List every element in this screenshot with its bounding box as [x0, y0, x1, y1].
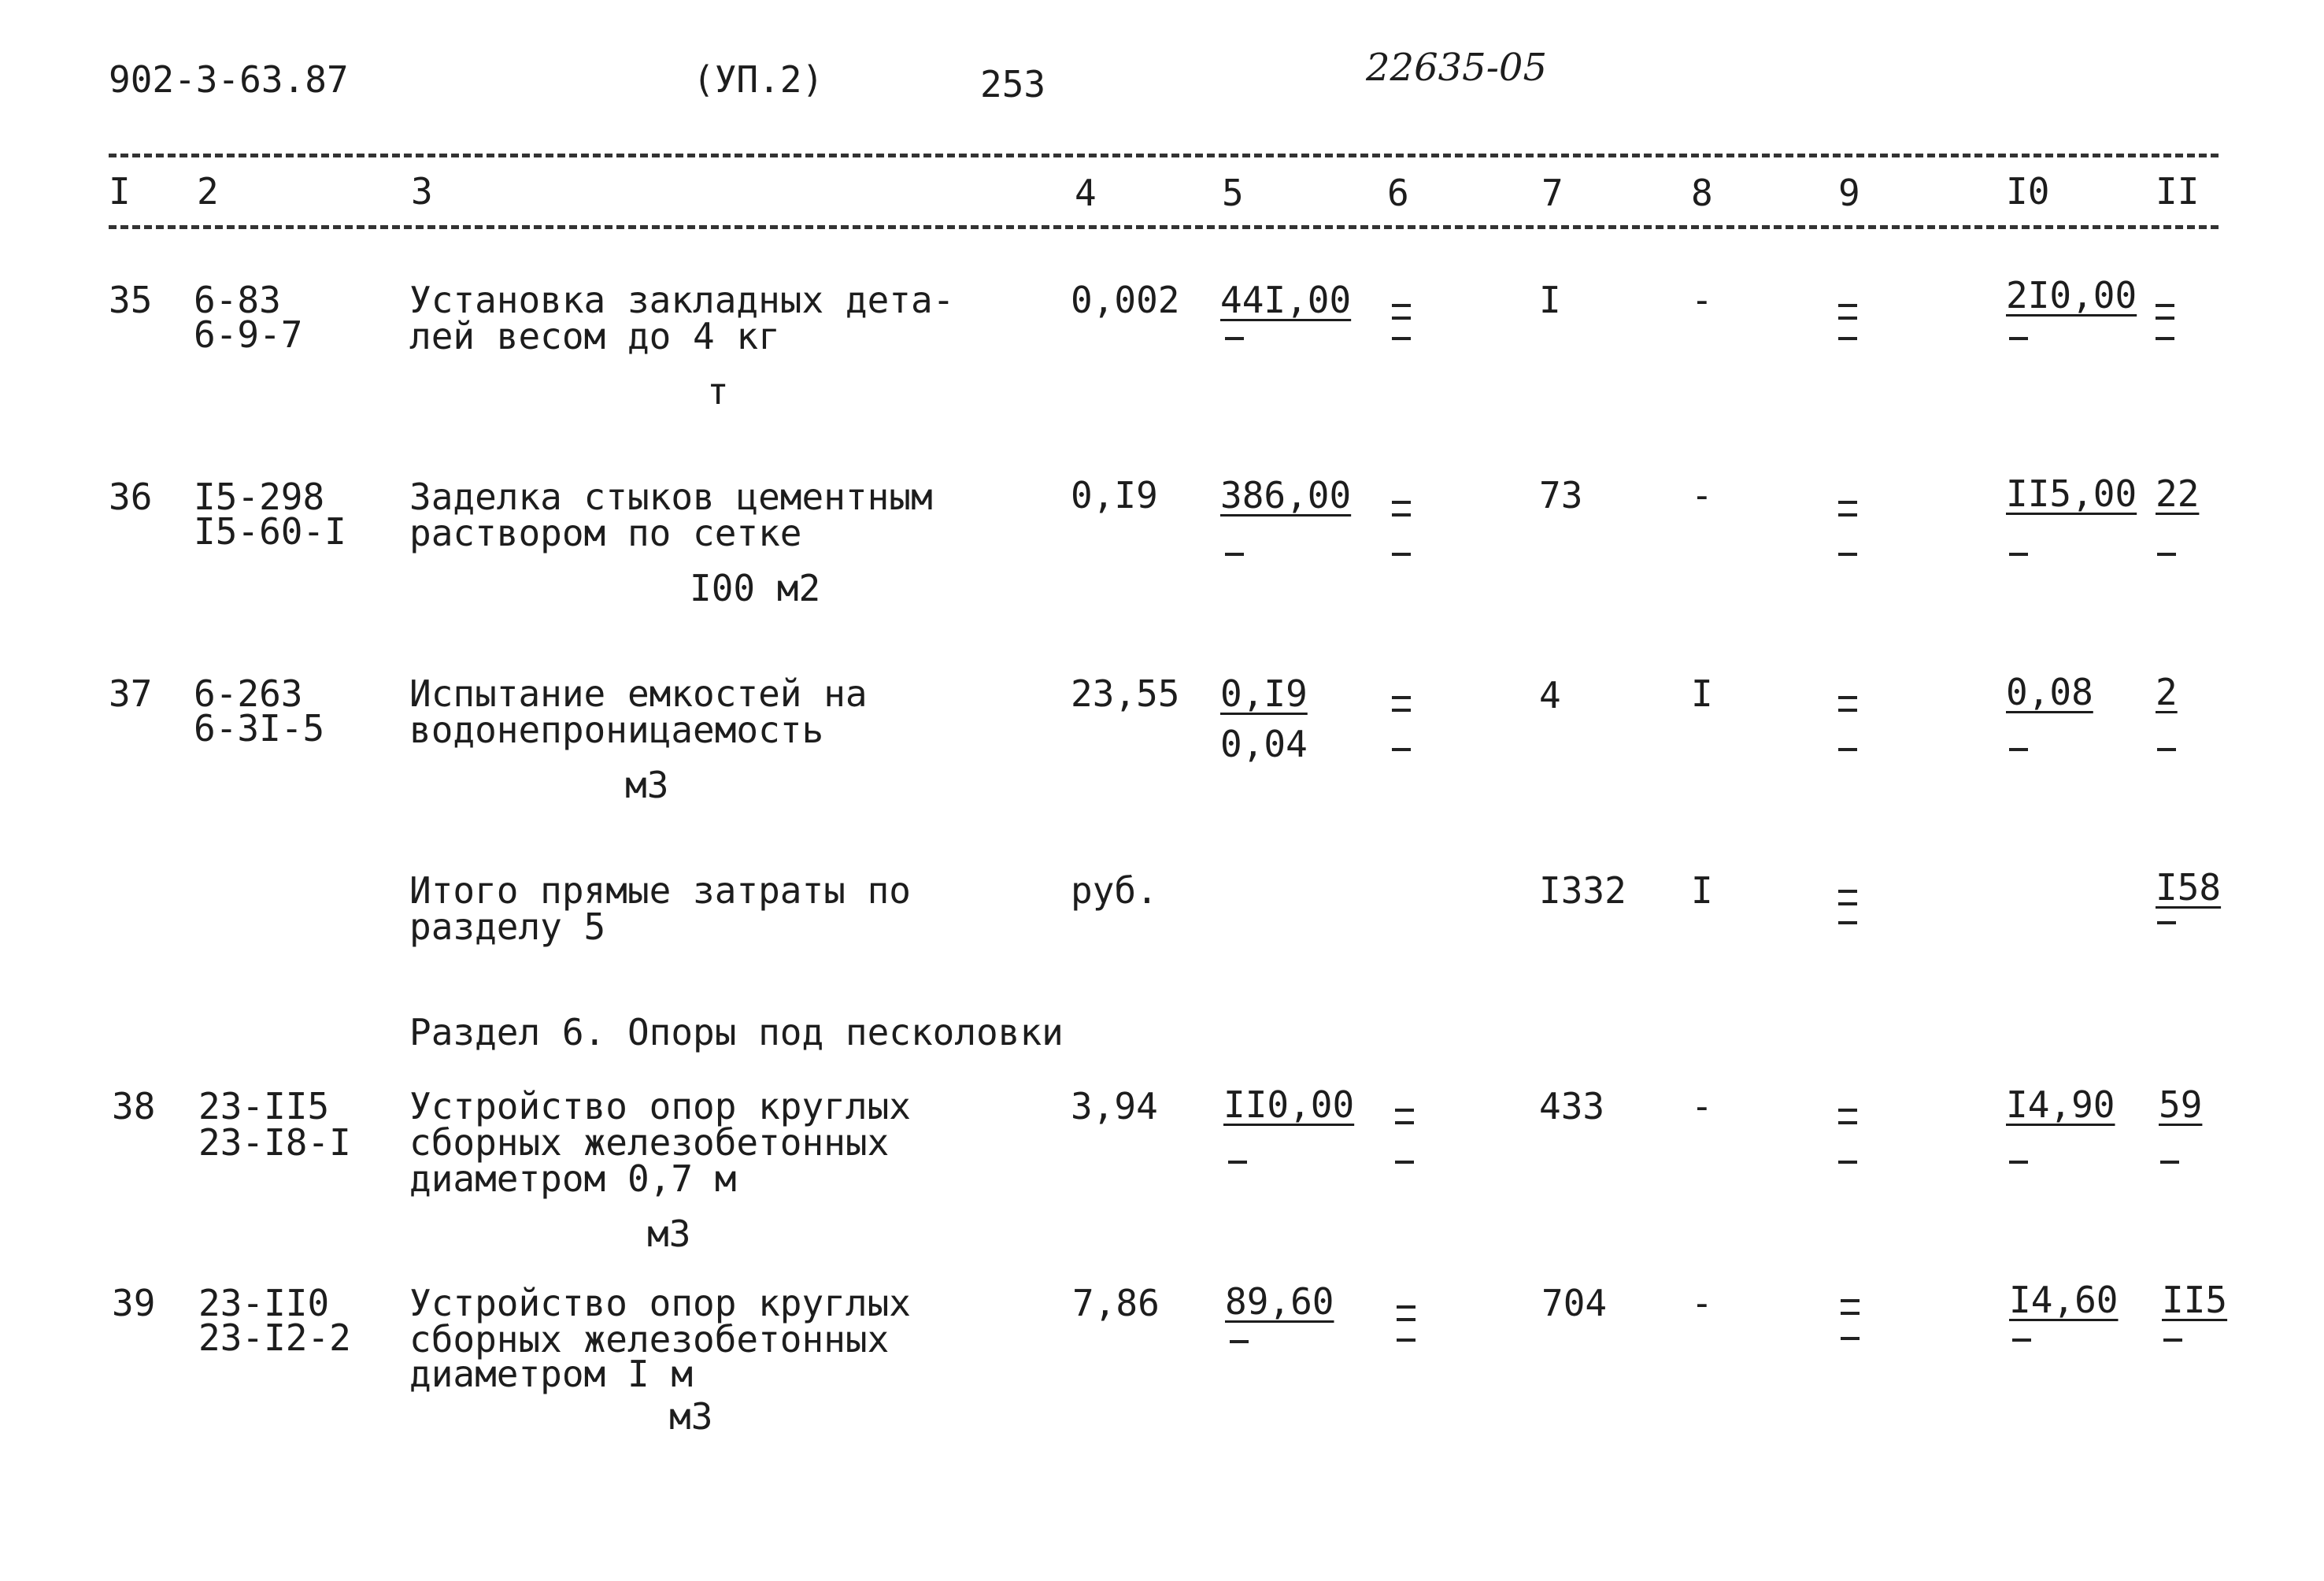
- col8-value: -: [1691, 474, 1713, 517]
- col-header-1: I: [109, 170, 131, 213]
- header-dashed-rule: [109, 225, 2219, 229]
- dash-mark: [1230, 1340, 1249, 1343]
- dash-mark: [2160, 1161, 2179, 1164]
- col8-value: -: [1691, 1085, 1713, 1127]
- unit: I00 м2: [690, 567, 821, 609]
- quantity: 0,I9: [1071, 474, 1158, 517]
- unit: м3: [669, 1395, 713, 1438]
- work-description: диаметром 0,7 м: [409, 1157, 737, 1200]
- total-label: разделу 5: [409, 905, 606, 948]
- work-description: Заделка стыков цементным: [409, 476, 933, 518]
- row-number: 36: [109, 476, 153, 518]
- dash-mark: [1392, 553, 1411, 556]
- labor-value: II5,00: [2006, 472, 2137, 515]
- dash-mark: [1838, 337, 1857, 340]
- dash-mark: [1397, 1338, 1415, 1342]
- row-number: 39: [112, 1282, 156, 1324]
- dash-mark: [1228, 1161, 1247, 1164]
- section-code: (УП.2): [693, 58, 824, 101]
- work-description: Испытание емкостей на: [409, 672, 868, 715]
- col11-value: II5: [2162, 1279, 2228, 1321]
- unit: м3: [625, 764, 669, 806]
- equals-mark: [1392, 696, 1411, 712]
- labor-value: 2I0,00: [2006, 274, 2137, 317]
- work-description: диаметром I м: [409, 1353, 694, 1395]
- equals-mark: [1838, 1109, 1857, 1124]
- total-label: Итого прямые затраты по: [409, 869, 911, 912]
- work-description: Установка закладных дета-: [409, 279, 955, 321]
- dash-mark: [1838, 748, 1857, 751]
- norm-code: I5-298: [194, 476, 325, 518]
- col-header-4: 4: [1075, 172, 1097, 214]
- dash-mark: [2157, 921, 2176, 924]
- col-header-5: 5: [1222, 172, 1244, 214]
- col-header-11: II: [2156, 170, 2200, 213]
- dash-mark: [1841, 1337, 1860, 1340]
- work-description: раствором по сетке: [409, 512, 802, 554]
- dash-mark: [1838, 921, 1857, 924]
- total-cost: 704: [1541, 1282, 1608, 1324]
- quantity: 7,86: [1072, 1282, 1160, 1324]
- labor-value: I4,60: [2009, 1279, 2119, 1321]
- dash-mark: [1392, 748, 1411, 751]
- document-code: 902-3-63.87: [109, 58, 349, 101]
- col-header-10: I0: [2006, 170, 2050, 213]
- row-number: 37: [109, 672, 153, 715]
- total-cost: 73: [1539, 474, 1583, 517]
- work-description: лей весом до 4 кг: [409, 315, 780, 357]
- dash-mark: [2012, 1338, 2031, 1342]
- quantity: 0,002: [1071, 279, 1180, 321]
- unit: м3: [647, 1213, 691, 1255]
- dash-mark: [2009, 1161, 2028, 1164]
- unit-price: 386,00: [1220, 474, 1352, 517]
- col11-value: 59: [2159, 1083, 2203, 1126]
- total-cost: 433: [1539, 1085, 1605, 1127]
- page-number: 253: [980, 63, 1046, 106]
- dash-mark: [1838, 1161, 1857, 1164]
- col-header-2: 2: [197, 170, 219, 213]
- unit: т: [707, 370, 729, 413]
- dash-mark: [1395, 1161, 1414, 1164]
- unit-price-secondary: 0,04: [1220, 723, 1308, 765]
- dash-mark: [2157, 553, 2176, 556]
- handwritten-number: 22635-05: [1366, 46, 1547, 90]
- equals-mark: [1838, 501, 1857, 517]
- unit-price: 0,I9: [1220, 672, 1308, 715]
- dash-mark: [2009, 337, 2028, 340]
- col8-value: -: [1691, 279, 1713, 321]
- equals-mark: [1392, 501, 1411, 517]
- norm-code: 6-263: [194, 672, 303, 715]
- dash-mark: [1838, 553, 1857, 556]
- unit-price: II0,00: [1223, 1083, 1355, 1126]
- equals-mark: [1838, 304, 1857, 320]
- quantity: 23,55: [1071, 672, 1180, 715]
- row-number: 38: [112, 1085, 156, 1127]
- equals-mark: [1838, 696, 1857, 712]
- unit-price: 89,60: [1225, 1280, 1334, 1323]
- col-header-9: 9: [1838, 172, 1860, 214]
- total-cost: I332: [1539, 869, 1626, 912]
- dash-mark: [2157, 748, 2176, 751]
- work-description: Устройство опор круглых: [409, 1085, 911, 1127]
- work-description: водонепроницаемость: [409, 709, 824, 751]
- row-number: 35: [109, 279, 153, 321]
- equals-mark: [1397, 1305, 1415, 1321]
- equals-mark: [1841, 1299, 1860, 1315]
- dash-mark: [2009, 553, 2028, 556]
- unit-price: 44I,00: [1220, 279, 1352, 321]
- norm-code: 23-II0: [198, 1282, 330, 1324]
- total-unit: руб.: [1071, 869, 1158, 912]
- work-description: сборных железобетонных: [409, 1121, 890, 1164]
- labor-value: I4,90: [2006, 1083, 2115, 1126]
- col11-value: I58: [2156, 866, 2222, 909]
- dash-mark: [2156, 337, 2174, 340]
- price-code: I5-60-I: [194, 510, 346, 553]
- price-code: 6-9-7: [194, 313, 303, 356]
- work-description: Устройство опор круглых: [409, 1282, 911, 1324]
- price-code: 6-3I-5: [194, 707, 325, 750]
- dash-mark: [1225, 337, 1244, 340]
- price-code: 23-I8-I: [198, 1121, 351, 1164]
- norm-code: 6-83: [194, 279, 281, 321]
- dash-mark: [1225, 553, 1244, 556]
- col-header-8: 8: [1691, 172, 1713, 214]
- total-cost: 4: [1539, 674, 1561, 716]
- equals-mark: [1395, 1109, 1414, 1124]
- dash-mark: [2163, 1338, 2182, 1342]
- dash-mark: [2009, 748, 2028, 751]
- quantity: 3,94: [1071, 1085, 1158, 1127]
- price-code: 23-I2-2: [198, 1316, 351, 1359]
- equals-mark: [1838, 890, 1857, 905]
- col-header-7: 7: [1541, 172, 1564, 214]
- dash-mark: [1392, 337, 1411, 340]
- col11-value: 22: [2156, 472, 2200, 515]
- labor-value: 0,08: [2006, 671, 2093, 713]
- col8-value: I: [1691, 672, 1713, 715]
- norm-code: 23-II5: [198, 1085, 330, 1127]
- col-header-6: 6: [1387, 172, 1409, 214]
- col11-value: [2156, 304, 2174, 320]
- section-heading: Раздел 6. Опоры под песколовки: [409, 1011, 1064, 1053]
- col8-value: I: [1691, 869, 1713, 912]
- col11-value: 2: [2156, 671, 2178, 713]
- col-header-3: 3: [411, 170, 433, 213]
- total-cost: I: [1539, 279, 1561, 321]
- col8-value: -: [1691, 1282, 1713, 1324]
- equals-mark: [1392, 304, 1411, 320]
- work-description: сборных железобетонных: [409, 1318, 890, 1361]
- top-dashed-rule: [109, 154, 2219, 157]
